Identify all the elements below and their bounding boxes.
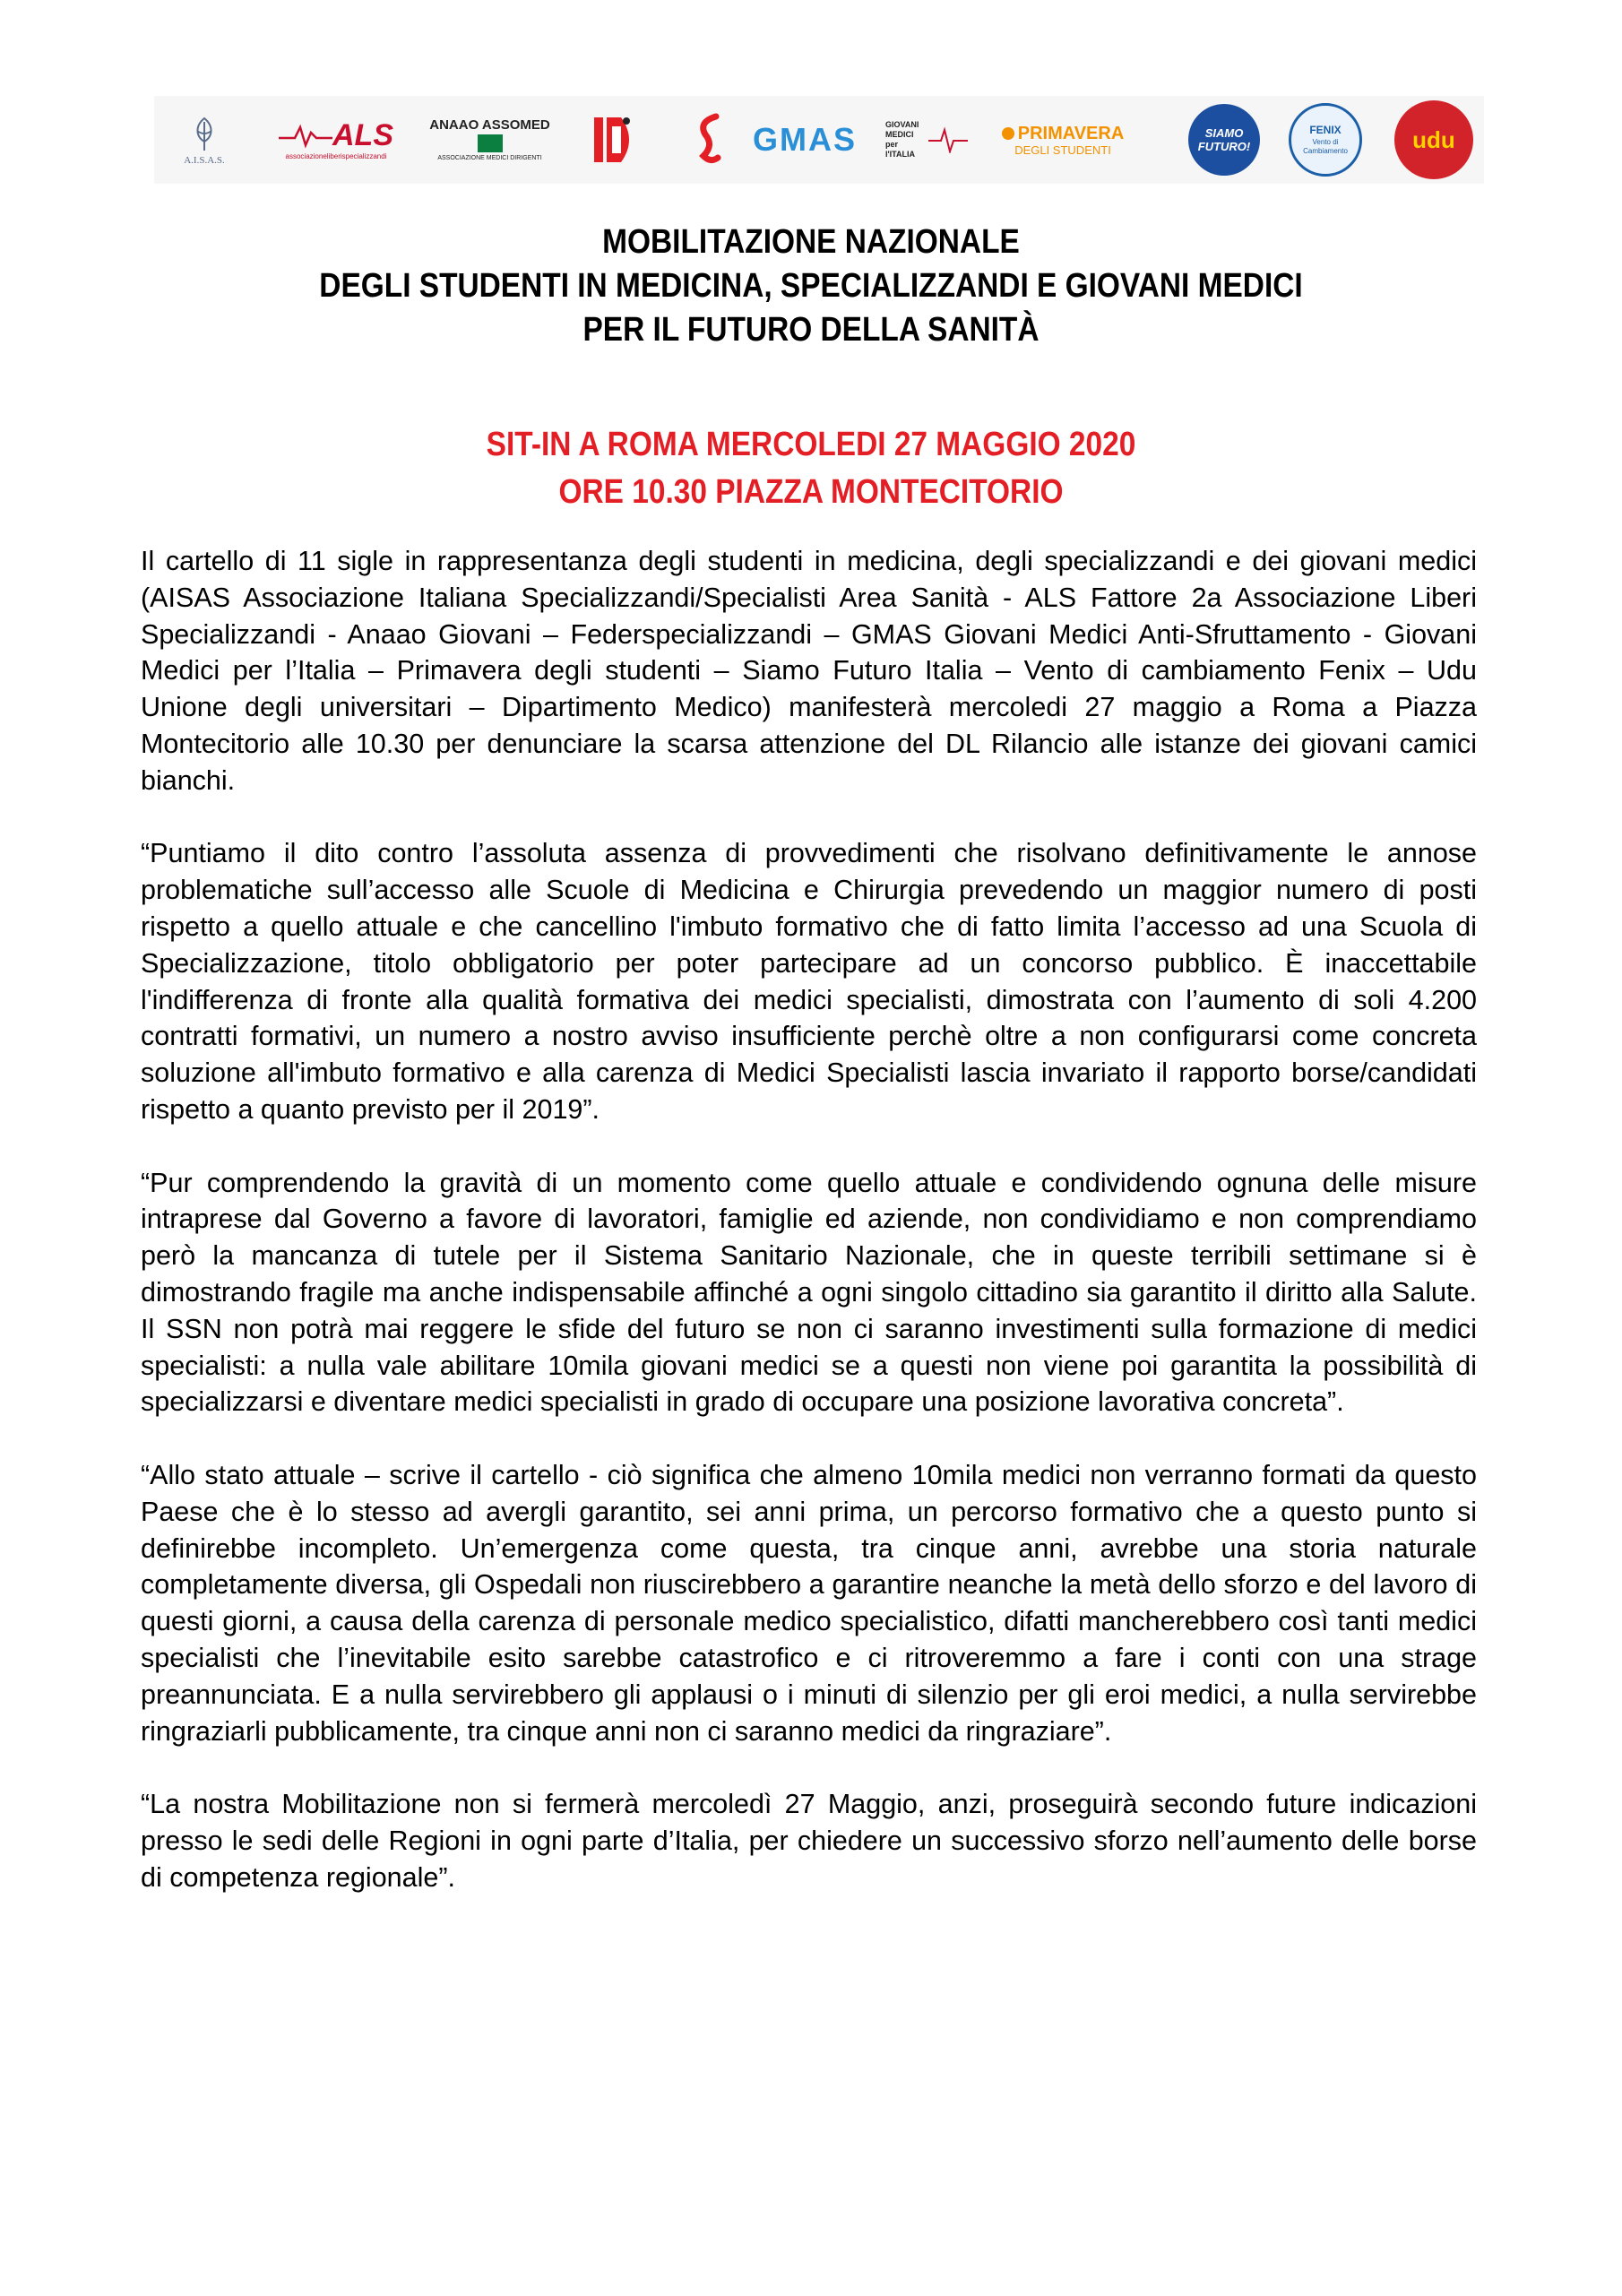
dipartimento-medico-logo bbox=[692, 96, 728, 184]
siamo-futuro-logo-text: SIAMO FUTURO! bbox=[1197, 126, 1251, 153]
als-logo-subtext: associazioneliberispecializzandi bbox=[285, 151, 387, 160]
paragraph-2: “Puntiamo il dito contro l’assoluta assenza di provvedimenti che risolvano definitivamente le annose problematiche sull’accesso alle Scuole di Medicina e Chirurgia prevedendo un maggior numero di posti rispetto a quello attuale e che cancellino l'imbuto formativo che di fatto limita l’accesso ad una Scuola di Specializzazione, titolo obbligatorio per poter partecipare ad un concorso pubblico. È inaccettabile l'indifferenza di fronte alla qualità formativa dei medici specialisti, dimostrata con l’aumento di soli 4.200 contratti formativi, un numero a nostro avviso insufficiente perchè oltre a non configurarsi come concreta soluzione all'imbuto formativo e alla carenza di Medici Specialisti lascia invariato il rapporto borse/candidati rispetto a quanto previsto per il 2019”. bbox=[141, 838, 1477, 1125]
paragraph-3: “Pur comprendendo la gravità di un momento come quello attuale e condividendo ognuna delle misure intraprese dal Governo a favore di lavoratori, famiglie ed aziende, non condividiamo e non comprendiamo però la mancanza di tutele per il Sistema Sanitario Nazionale, che in queste terribili settimane si è dimostrando fragile ma anche indispensabile affinché a ogni singolo cittadino sia garantito il diritto alla Salute. Il SSN non potrà mai reggere le sfide del futuro se non ci saranno investimenti sulla formazione di medici specialisti: a nulla vale abilitare 10mila giovani medici se a questi non viene poi garantita la possibilità di specializzarsi e diventare medici specialisti in grado di occupare una posizione lavorativa concreta”. bbox=[141, 1167, 1477, 1418]
heartbeat-icon bbox=[279, 122, 332, 149]
siamo-futuro-logo bbox=[1185, 96, 1264, 184]
siamo-futuro-badge-icon bbox=[1188, 104, 1260, 176]
primavera-logo-text: PRIMAVERA bbox=[1017, 123, 1125, 143]
giovani-medici-logo-text: GIOVANI MEDICI per l'ITALIA bbox=[885, 120, 919, 159]
udu-badge-icon bbox=[1394, 100, 1473, 179]
aisas-emblem-icon bbox=[186, 115, 222, 156]
als-logo bbox=[260, 96, 412, 184]
giovani-medici-logo bbox=[882, 96, 971, 184]
primavera-logo bbox=[998, 96, 1127, 184]
als-logo-text: ALS bbox=[332, 117, 393, 152]
aisas-logo-text: A.I.S.A.S. bbox=[184, 154, 225, 166]
paragraph-1: Il cartello di 11 sigle in rappresentanza degli studenti in medicina, degli specializzandi e dei giovani medici (AISAS Associazione Italiana Specializzandi/Specialisti Area Sanità - ALS Fattore 2a Associazione Liberi Specializzandi - Anaao Giovani – Federspecializzandi – GMAS Giovani Medici Anti-Sfruttamento - Giovani Medici per l’Italia – Primavera degli studenti – Siamo Futuro Italia – Vento di cambiamento Fenix – Udu Unione degli universitari – Dipartimento Medico) manifesterà mercoledi 27 maggio a Roma a Piazza Montecitorio alle 10.30 per denunciare la scarsa attenzione del DL Rilancio alle istanze dei giovani camici bianchi. bbox=[141, 546, 1477, 796]
paragraph-4: “Allo stato attuale – scrive il cartello - ciò significa che almeno 10mila medici non verranno formati da questo Paese che è lo stesso ad avergli garantito, sei anni prima, un percorso formativo che a questo punto si definirebbe incompleto. Un’emergenza come questa, tra cinque anni, avrebbe una storia naturale completamente diversa, gli Ospedali non riuscirebbero a garantire neanche la metà dello sforzo e del lavoro di questi giorni, a causa della carenza di personale medico specialistico, difatti mancherebbero così tanti medici specialisti che l’inevitabile esito sarebbe catastrofico e ci ritroveremmo a fare i conti con una strage preannunciata. E a nulla servirebbero gli applausi o i minuti di silenzio per gli eroi medici, a nulla servirebbe ringraziarli pubblicamente, tra cinque anni non ci saranno medici da ringraziare”. bbox=[141, 1459, 1477, 1747]
federspecializzandi-icon bbox=[591, 112, 641, 168]
fenix-badge-icon bbox=[1289, 103, 1362, 177]
gmas-logo-text: GMAS bbox=[753, 121, 857, 158]
fenix-logo-text: FENIX bbox=[1309, 123, 1342, 136]
anaao-logo-subtext: ASSOCIAZIONE MEDICI DIRIGENTI bbox=[437, 155, 542, 161]
udu-logo bbox=[1393, 96, 1475, 184]
aisas-logo bbox=[160, 96, 249, 184]
paragraph-5: “La nostra Mobilitazione non si fermerà mercoledì 27 Maggio, anzi, proseguirà secondo future indicazioni presso le sedi delle Regioni in ogni parte d’Italia, per chiedere un successivo sforzo nell’aumento delle borse di competenza regionale”. bbox=[141, 1789, 1477, 1893]
primavera-logo-subtext: DEGLI STUDENTI bbox=[1014, 142, 1111, 157]
anaao-assomed-logo bbox=[425, 96, 555, 184]
swirl-icon bbox=[695, 111, 725, 168]
title-line-1: MOBILITAZIONE NAZIONALE bbox=[602, 223, 1020, 261]
logo-strip bbox=[154, 96, 1484, 184]
page-title bbox=[98, 220, 1525, 352]
subtitle-line-2: ORE 10.30 PIAZZA MONTECITORIO bbox=[558, 473, 1064, 511]
title-line-2: DEGLI STUDENTI IN MEDICINA, SPECIALIZZANDI E GIOVANI MEDICI bbox=[319, 267, 1303, 305]
gmas-logo bbox=[747, 96, 862, 184]
fenix-logo-subtext: Vento di Cambiamento bbox=[1303, 137, 1348, 155]
body-text bbox=[141, 543, 1477, 1932]
ecg-line-icon bbox=[928, 126, 968, 153]
subtitle-line-1: SIT-IN A ROMA MERCOLEDI 27 MAGGIO 2020 bbox=[486, 426, 1136, 463]
fenix-logo bbox=[1285, 96, 1366, 184]
anaao-logo-text: ANAAO ASSOMED bbox=[429, 117, 550, 133]
event-subtitle bbox=[98, 421, 1525, 516]
federspecializzandi-logo bbox=[586, 96, 645, 184]
sun-icon bbox=[1002, 127, 1014, 140]
udu-logo-text: udu bbox=[1412, 126, 1455, 153]
anaao-mark-icon bbox=[478, 134, 503, 152]
title-line-3: PER IL FUTURO DELLA SANITÀ bbox=[582, 311, 1040, 349]
